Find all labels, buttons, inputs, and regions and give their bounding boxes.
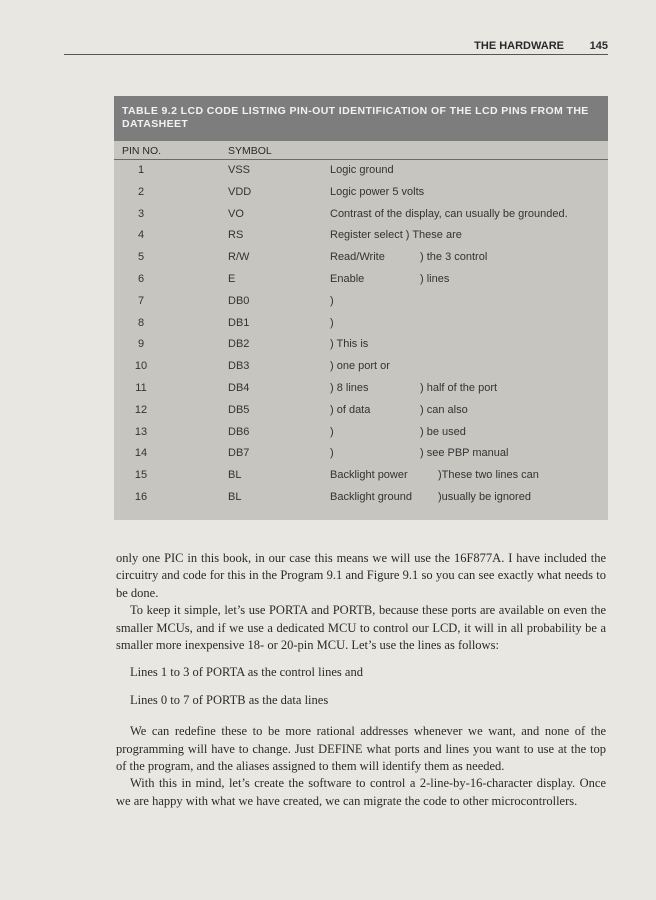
list-line: Lines 0 to 7 of PORTB as the data lines bbox=[130, 692, 329, 707]
list-line: Lines 1 to 3 of PORTA as the control lines and bbox=[130, 665, 363, 680]
pin-number-cell: 15 bbox=[134, 469, 148, 482]
paragraph: We can redefine these to be more rational addresses whenever we want, and none of the programming will have to change. Just DEFINE what ports and lines you want to use at the top of the program, and the aliases assigned to them will identify them as needed. bbox=[116, 724, 606, 774]
table-body bbox=[114, 160, 608, 509]
pin-number-cell: 13 bbox=[134, 425, 148, 438]
table-row bbox=[114, 378, 608, 400]
paragraph: To keep it simple, let’s use PORTA and PORTB, because these ports are available on even the smaller MCUs, and if we use a dedicated MCU to control our LCD, it will in all probability be a smaller more inexpensive 18- or 20-pin MCU. Let’s use the lines as follows: bbox=[116, 603, 606, 653]
symbol-cell: BL bbox=[228, 490, 242, 503]
description-cell: ) of data bbox=[330, 403, 371, 416]
symbol-cell: RS bbox=[228, 229, 244, 242]
pin-number-cell: 7 bbox=[137, 294, 145, 307]
table-row bbox=[114, 443, 608, 465]
symbol-cell: DB4 bbox=[228, 381, 250, 394]
pin-number-cell: 10 bbox=[134, 360, 148, 373]
description-cell: ) 8 lines bbox=[330, 381, 369, 394]
description-cell: ) This is bbox=[330, 338, 369, 351]
symbol-cell: E bbox=[228, 272, 236, 285]
body-text bbox=[116, 550, 606, 810]
table-row bbox=[114, 356, 608, 378]
note-cell: )usually be ignored bbox=[438, 490, 531, 503]
pin-number-cell: 11 bbox=[135, 381, 147, 394]
table-row bbox=[114, 291, 608, 313]
table-row bbox=[114, 465, 608, 487]
note-cell: ) lines bbox=[420, 272, 450, 285]
table-row bbox=[114, 269, 608, 291]
symbol-cell: DB6 bbox=[228, 425, 250, 438]
column-header-pin: PIN NO. bbox=[122, 145, 162, 157]
description-cell: ) bbox=[330, 425, 334, 438]
table-column-headers bbox=[114, 141, 608, 160]
symbol-cell: R/W bbox=[228, 251, 250, 264]
running-header bbox=[64, 38, 608, 55]
table-row bbox=[114, 160, 608, 182]
table-row bbox=[114, 400, 608, 422]
note-cell: )These two lines can bbox=[438, 469, 539, 482]
description-cell: Backlight power bbox=[330, 469, 408, 482]
description-cell: Contrast of the display, can usually be grounded. bbox=[330, 207, 568, 220]
table-row bbox=[114, 422, 608, 444]
description-cell: Enable bbox=[330, 272, 365, 285]
table-row bbox=[114, 313, 608, 335]
header-title: THE HARDWARE bbox=[474, 40, 564, 52]
pin-number-cell: 6 bbox=[137, 272, 145, 285]
paragraph: only one PIC in this book, in our case this means we will use the 16F877A. I have included the circuitry and code for this in the Program 9.1 and Figure 9.1 so you can see exactly what needs to be done. bbox=[116, 551, 606, 600]
pin-number-cell: 3 bbox=[137, 207, 145, 220]
table-row bbox=[114, 225, 608, 247]
table-row bbox=[114, 182, 608, 204]
description-cell: Logic ground bbox=[330, 164, 394, 176]
pin-number-cell: 9 bbox=[137, 338, 145, 351]
note-cell: ) be used bbox=[420, 425, 466, 438]
description-cell: ) bbox=[330, 316, 334, 329]
symbol-cell: BL bbox=[228, 469, 242, 482]
description-cell: ) one port or bbox=[330, 360, 390, 373]
pin-number-cell: 4 bbox=[137, 229, 145, 242]
table-row bbox=[114, 247, 608, 269]
symbol-cell: VO bbox=[228, 207, 244, 220]
description-cell: ) bbox=[330, 294, 334, 307]
symbol-cell: VSS bbox=[228, 164, 251, 176]
table-row bbox=[114, 204, 608, 226]
pin-number-cell: 12 bbox=[134, 403, 148, 416]
note-cell: ) can also bbox=[420, 403, 468, 416]
symbol-cell: VDD bbox=[228, 185, 252, 198]
symbol-cell: DB0 bbox=[228, 294, 250, 307]
paragraph: With this in mind, let’s create the software to control a 2-line-by-16-character display. Once we are happy with what we have created, we can migrate the code to other microcontrollers. bbox=[116, 776, 606, 808]
note-cell: ) half of the port bbox=[420, 381, 498, 394]
table-row bbox=[114, 334, 608, 356]
description-cell: ) bbox=[330, 447, 334, 460]
pin-number-cell: 16 bbox=[134, 490, 148, 503]
table-title: TABLE 9.2 LCD CODE LISTING PIN-OUT IDENTIFICATION OF THE LCD PINS FROM THE DATASHEET bbox=[114, 96, 608, 141]
pin-number-cell: 5 bbox=[137, 251, 145, 264]
description-cell: Read/Write bbox=[330, 251, 385, 264]
note-cell: ) the 3 control bbox=[420, 251, 488, 264]
column-header-symbol: SYMBOL bbox=[228, 145, 272, 157]
table-row bbox=[114, 487, 608, 509]
symbol-cell: DB1 bbox=[228, 316, 250, 329]
note-cell: ) see PBP manual bbox=[420, 447, 509, 460]
page-number: 145 bbox=[589, 40, 608, 52]
pin-number-cell: 8 bbox=[137, 316, 145, 329]
symbol-cell: DB3 bbox=[228, 360, 250, 373]
description-cell: Backlight ground bbox=[330, 490, 412, 503]
pin-number-cell: 1 bbox=[137, 164, 145, 176]
symbol-cell: DB2 bbox=[228, 338, 250, 351]
description-cell: Logic power 5 volts bbox=[330, 185, 425, 198]
pinout-table bbox=[114, 96, 608, 520]
symbol-cell: DB5 bbox=[228, 403, 250, 416]
symbol-cell: DB7 bbox=[228, 447, 250, 460]
pin-number-cell: 14 bbox=[134, 447, 148, 460]
description-cell: Register select ) These are bbox=[330, 229, 462, 242]
pin-number-cell: 2 bbox=[137, 185, 145, 198]
